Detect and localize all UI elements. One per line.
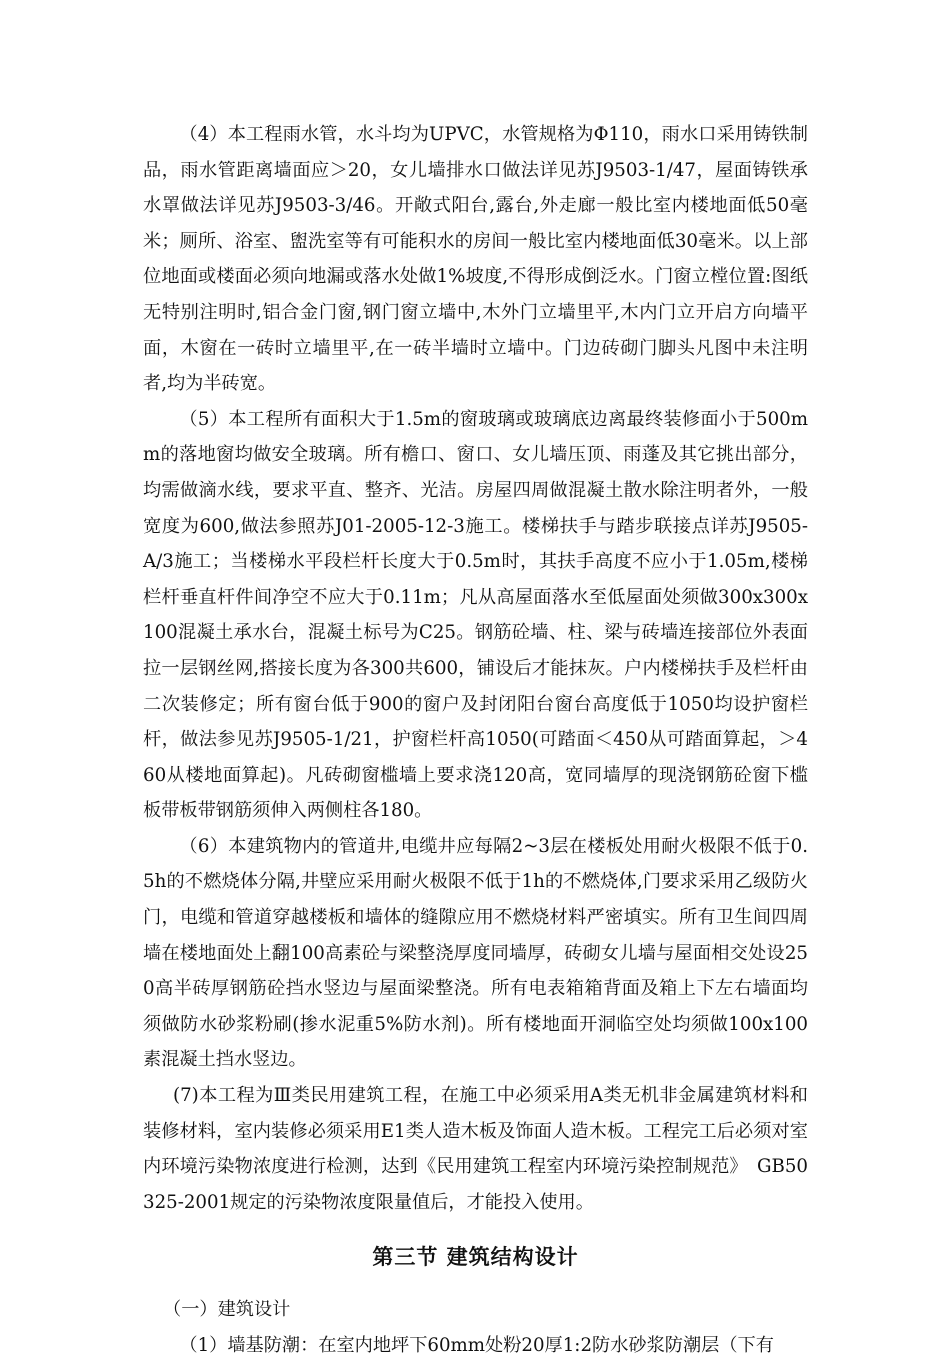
subsection-title: （一）建筑设计 bbox=[163, 1299, 291, 1321]
paragraph-7: (7)本工程为Ⅲ类民用建筑工程，在施工中必须采用A类无机非金属建筑材料和装修材料，室内装修必须采用E1类人造木板及饰面人造木板。工程完工后必须对室内环境污染物浓度进行检测，达到《民用建筑工程室内环境污染控制规范》 GB50325-2001规定的污染物浓度限量值后，才能投入使用。 bbox=[143, 1085, 808, 1213]
paragraph-4: （4）本工程雨水管，水斗均为UPVC，水管规格为Φ110，雨水口采用铸铁制品，雨水管距离墙面应＞20，女儿墙排水口做法详见苏J9503-1/47，屋面铸铁承水罩做法详见苏J9503-3/46。开敞式阳台,露台,外走廊一般比室内楼地面低50毫米；厕所、浴室、盥洗室等有可能积水的房间一般比室内楼地面低30毫米。以上部位地面或楼面必须向地漏或落水处做1%坡度,不得形成倒泛水。门窗立樘位置:图纸无特别注明时,铝合金门窗,钢门窗立墙中,木外门立墙里平,木内门立开启方向墙平面，木窗在一砖时立墙里平,在一砖半墙时立墙中。门边砖砌门脚头凡图中未注明者,均为半砖宽。 bbox=[143, 124, 808, 395]
item-1: （1）墙基防潮：在室内地坪下60mm处粉20厚1:2防水砂浆防潮层（下有 bbox=[179, 1335, 774, 1356]
section-heading: 第三节 建筑结构设计 bbox=[372, 1244, 579, 1270]
document-body bbox=[143, 117, 808, 1364]
paragraph-6: （6）本建筑物内的管道井,电缆井应每隔2~3层在楼板处用耐火极限不低于0.5h的不燃烧体分隔,井壁应采用耐火极限不低于1h的不燃烧体,门要求采用乙级防火门，电缆和管道穿越楼板和墙体的缝隙应用不燃烧材料严密填实。所有卫生间四周墙在楼地面处上翻100高素砼与梁整浇厚度同墙厚，砖砌女儿墙与屋面相交处设250高半砖厚钢筋砼挡水竖边与屋面梁整浇。所有电表箱箱背面及箱上下左右墙面均须做防水砂浆粉刷(掺水泥重5%防水剂)。所有楼地面开洞临空处均须做100x100素混凝土挡水竖边。 bbox=[143, 835, 808, 1071]
paragraph-5: （5）本工程所有面积大于1.5m的窗玻璃或玻璃底边离最终装修面小于500mm的落地窗均做安全玻璃。所有檐口、窗口、女儿墙压顶、雨蓬及其它挑出部分，均需做滴水线，要求平直、整齐、光洁。房屋四周做混凝土散水除注明者外，一般宽度为600,做法参照苏J01-2005-12-3施工。楼梯扶手与踏步联接点详苏J9505-A/3施工；当楼梯水平段栏杆长度大于0.5m时，其扶手高度不应小于1.05m,楼梯栏杆垂直杆件间净空不应大于0.11m；凡从高屋面落水至低屋面处须做300x300x100混凝土承水台，混凝土标号为C25。钢筋砼墙、柱、梁与砖墙连接部位外表面拉一层钢丝网,搭接长度为各300共600，铺设后才能抹灰。户内楼梯扶手及栏杆由二次装修定；所有窗台低于900的窗户及封闭阳台窗台高度低于1050均设护窗栏杆，做法参见苏J9505-1/21，护窗栏杆高1050(可踏面＜450从可踏面算起，＞460从楼地面算起)。凡砖砌窗槛墙上要求浇120高，宽同墙厚的现浇钢筋砼窗下槛板带板带钢筋须伸入两侧柱各180。 bbox=[143, 408, 808, 822]
